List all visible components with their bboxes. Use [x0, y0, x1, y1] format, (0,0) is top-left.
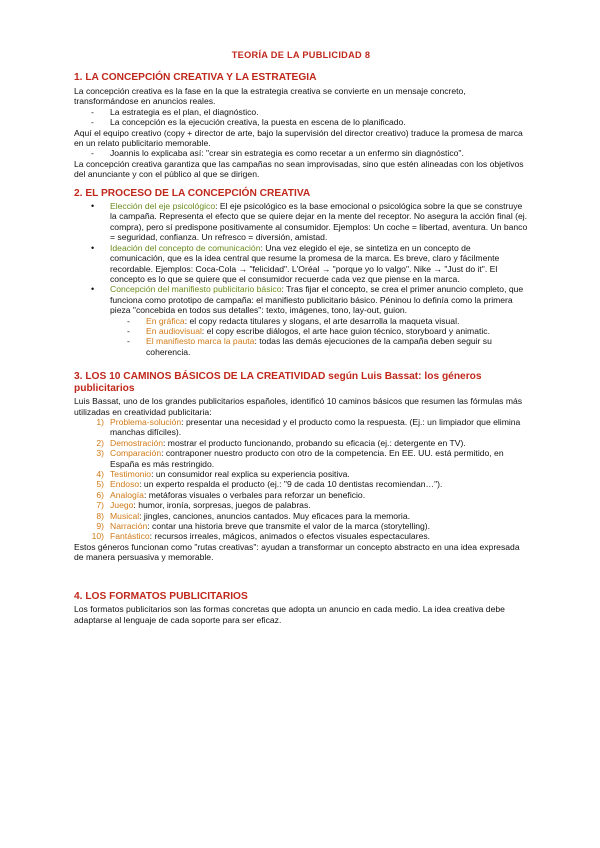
process-subitem	[74, 336, 528, 357]
path-item	[74, 417, 528, 438]
path-text: : un consumidor real explica su experiencia positiva.	[151, 469, 350, 479]
path-number: 5)	[96, 479, 104, 490]
path-item	[74, 438, 528, 448]
path-number: 9)	[96, 521, 104, 532]
process-subitem	[74, 316, 528, 326]
path-term: Analogía	[110, 489, 144, 500]
path-item	[74, 500, 528, 510]
subitem-text: : el copy escribe diálogos, el arte hace guion técnico, storyboard y animatic.	[201, 325, 490, 336]
section-1-intro: La concepción creativa es la fase en la que la estrategia creativa se convierte en un mensaje concreto, transformándose en anuncios reales.	[74, 85, 466, 107]
subitem-text: : todas las demás ejecuciones de la campaña deben seguir su coherencia.	[146, 336, 492, 357]
path-item	[74, 511, 528, 521]
process-item	[74, 201, 528, 243]
subitem-term: En gráfica	[146, 315, 185, 326]
section-4-heading: 4. LOS FORMATOS PUBLICITARIOS	[74, 590, 248, 602]
path-term: Fantástico	[110, 531, 150, 542]
path-term: Demostración	[110, 437, 164, 448]
path-text: : metáforas visuales o verbales para reforzar un beneficio.	[143, 489, 366, 500]
section-1-closing: La concepción creativa garantiza que las campañas no sean improvisadas, sino que estén alineadas con los objetivos del anunciante y con el público al que se dirigen.	[74, 158, 524, 180]
path-number: 8)	[96, 510, 104, 521]
process-term: Elección del eje psicológico	[110, 201, 216, 212]
path-item	[74, 490, 528, 500]
path-term: Juego	[110, 500, 134, 511]
path-term: Narración	[110, 521, 148, 532]
path-text: : recursos irreales, mágicos, animados o efectos visuales espectaculares.	[149, 531, 431, 542]
path-text: : jingles, canciones, anuncios cantados. Muy eficaces para la memoria.	[139, 510, 410, 521]
path-number: 6)	[96, 489, 104, 500]
section-3-heading: 3. LOS 10 CAMINOS BÁSICOS DE LA CREATIVIDAD según Luis Bassat: los géneros publicitarios	[74, 371, 482, 394]
section-3-intro: Luis Bassat, uno de los grandes publicitarios españoles, identificó 10 caminos básicos que resumen las fórmulas más utilizadas en creatividad publicitaria:	[74, 396, 523, 417]
path-number: 2)	[96, 437, 104, 448]
document-title: TEORÍA DE LA PUBLICIDAD 8	[231, 50, 371, 60]
section-1-bullet: - La estrategia es el plan, el diagnóstico.	[74, 107, 528, 117]
process-text: : El eje psicológico es la base emocional o psicológica sobre la que se construye la campaña. Representa el efecto que se quiere dejar en la mente del receptor. No asegura la acción final (ej. compra), pero sí predispone positivamente al consumidor. Ejemplos: Un coche = libertad, aventura. Un banco = seguridad, confianza. Un refresco = diversión, amistad.	[110, 201, 528, 243]
path-item	[74, 479, 528, 489]
path-text: : contar una historia breve que transmite el valor de la marca (storytelling).	[147, 521, 431, 532]
process-term: Concepción del manifiesto publicitario básico	[110, 284, 282, 295]
path-number: 3)	[96, 448, 104, 459]
path-number: 4)	[96, 469, 104, 479]
section-1-team: Aquí el equipo creativo (copy + director de arte, bajo la supervisión del director creativo) traduce la promesa de marca en un relato publicitario memorable.	[74, 127, 523, 148]
path-item	[74, 469, 528, 479]
path-text: : contraponer nuestro producto con otro de la competencia. En EE. UU. está permitido, en España es más restringido.	[110, 448, 504, 469]
section-2-heading: 2. EL PROCESO DE LA CONCEPCIÓN CREATIVA	[74, 187, 311, 199]
path-text: : presentar una necesidad y el producto como la respuesta. (Ej.: un limpiador que elimina manchas difíciles).	[110, 416, 521, 438]
path-text: : humor, ironía, sorpresas, juegos de palabras.	[133, 500, 311, 511]
path-term: Problema-solución	[110, 416, 182, 427]
process-text: : Tras fijar el concepto, se crea el primer anuncio completo, que funciona como prototipo de campaña: el manifiesto publicitario básico. Péninou lo definía como la primera pieza "concebida en todos sus detalles": texto, imágenes, tono, lay-out, guion.	[110, 284, 524, 316]
path-item	[74, 531, 528, 541]
process-subitem	[74, 326, 528, 336]
section-1-quote: - Joannis lo explicaba así: "crear sin estrategia es como recetar a un enfermo sin diagnóstico".	[74, 148, 528, 158]
subitem-term: En audiovisual	[146, 325, 202, 336]
path-term: Musical	[110, 510, 140, 521]
path-term: Endoso	[110, 479, 140, 490]
path-item	[74, 448, 528, 469]
path-number: 10)	[91, 531, 104, 542]
path-text: : un experto respalda el producto (ej.: "9 de cada 10 dentistas recomiendan…").	[139, 479, 443, 490]
document-page	[74, 50, 528, 625]
section-3-closing: Estos géneros funcionan como "rutas creativas": ayudan a transformar un concepto abstracto en una idea expresada de manera persuasiva y memorable.	[74, 541, 520, 563]
process-text: : Una vez elegido el eje, se sintetiza en un concepto de comunicación, que es la idea central que resume la promesa de la marca. Es breve, claro y fácilmente recordable. Ejemplos: Coca-Cola → "felicidad". L'Oréal → "porque yo lo valgo". Nike → "Just do it". El concepto es lo que se quiere que el consumidor recuerde cada vez que piense en la marca.	[110, 242, 500, 284]
process-term: Ideación del concepto de comunicación	[110, 242, 261, 253]
subitem-text: : el copy redacta titulares y slogans, el arte desarrolla la maqueta visual.	[184, 315, 460, 326]
path-item	[74, 521, 528, 531]
section-1-bullet: - La concepción es la ejecución creativa, la puesta en escena de lo planificado.	[74, 117, 528, 127]
section-4-intro: Los formatos publicitarios son las formas concretas que adopta un anuncio en cada medio. La idea creativa debe adaptarse al lenguaje de cada soporte para ser eficaz.	[74, 604, 505, 625]
path-number: 1)	[96, 416, 104, 427]
path-text: : mostrar el producto funcionando, probando su eficacia (ej.: detergente en TV).	[163, 437, 466, 448]
path-term: Comparación	[110, 448, 162, 459]
process-item	[74, 284, 528, 315]
subitem-term: El manifiesto marca la pauta	[146, 336, 255, 347]
section-1-heading: 1. LA CONCEPCIÓN CREATIVA Y LA ESTRATEGIA	[74, 72, 317, 84]
path-term: Testimonio	[110, 469, 152, 479]
process-item	[74, 243, 528, 285]
path-number: 7)	[96, 500, 104, 511]
